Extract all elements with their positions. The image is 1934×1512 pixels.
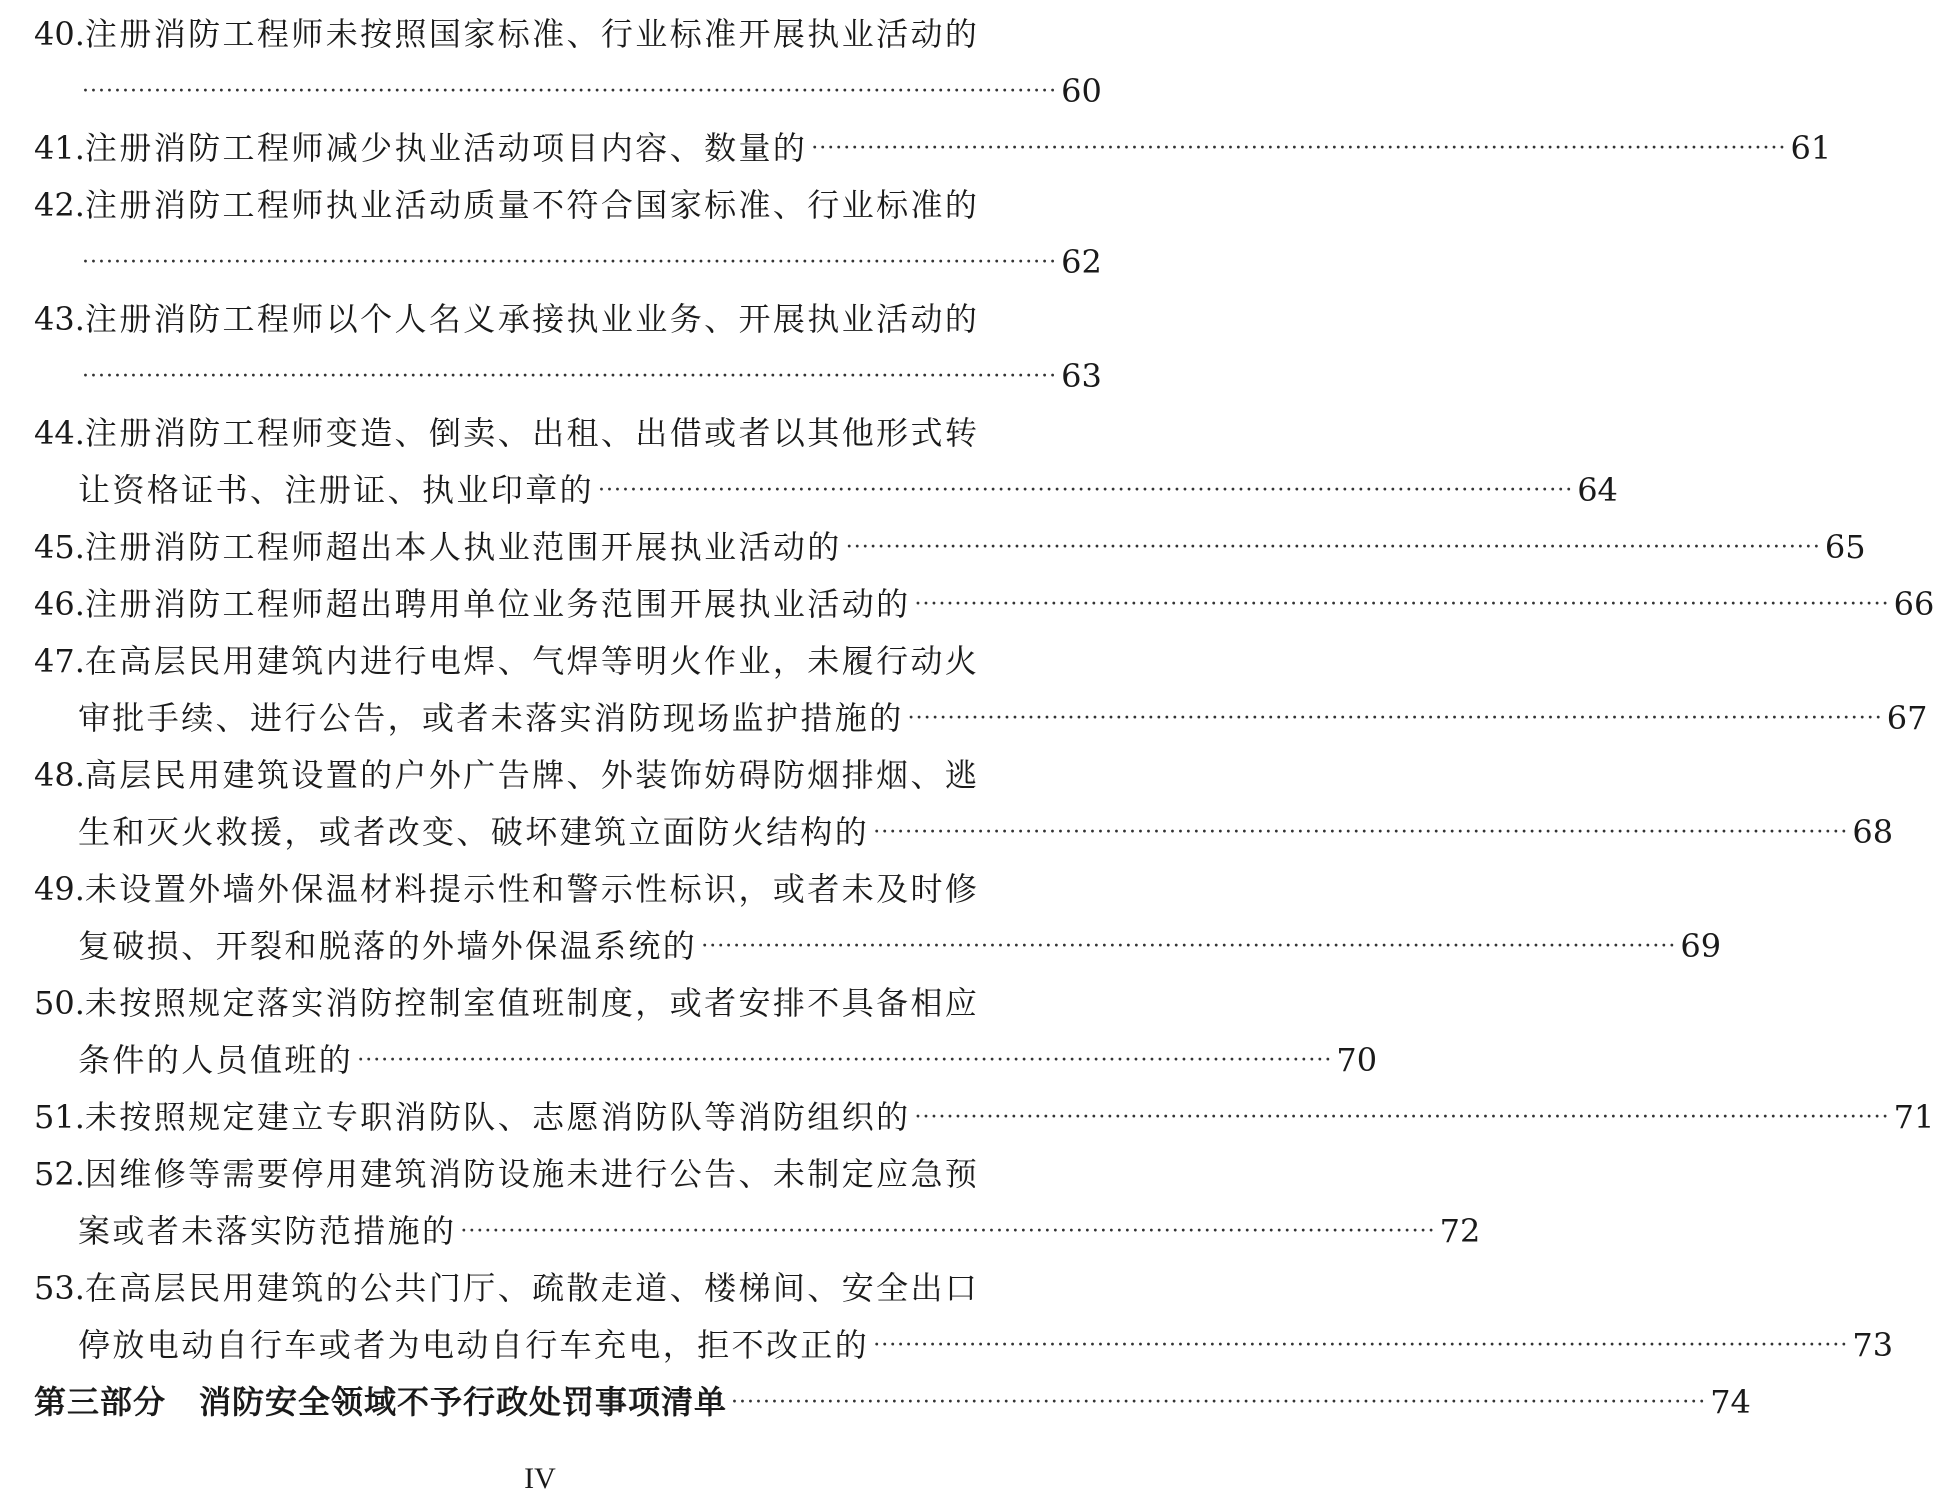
toc-entry-line (34, 120, 1832, 177)
toc-page-number: 73 (1852, 1326, 1894, 1364)
toc-entry-number: 50. (34, 984, 85, 1022)
toc-page-number: 72 (1439, 1212, 1481, 1250)
toc-page-number: 69 (1680, 927, 1722, 965)
toc-entry-line (34, 690, 1928, 747)
toc-entry-title: 审批手续、进行公告，或者未落实消防现场监护措施的 (78, 699, 904, 737)
table-of-contents (34, 6, 1934, 1431)
dot-leader (82, 348, 1057, 405)
toc-entry-line (34, 63, 1102, 120)
toc-page-number: 74 (1710, 1383, 1751, 1421)
toc-entry-title: 注册消防工程师未按照国家标准、行业标准开展执业活动的 (84, 15, 980, 53)
toc-entry-line (34, 1146, 996, 1203)
toc-entry-line (34, 975, 996, 1032)
toc-page-number: 65 (1824, 528, 1866, 566)
dot-leader (873, 1317, 1848, 1374)
toc-entry-line (34, 633, 996, 690)
toc-entry-title: 未按照规定建立专职消防队、志愿消防队等消防组织的 (84, 1098, 911, 1136)
toc-entry-title: 注册消防工程师减少执业活动项目内容、数量的 (84, 129, 808, 167)
dot-leader (357, 1032, 1332, 1089)
toc-entry-line (34, 234, 1102, 291)
toc-entry-line (34, 918, 1722, 975)
dot-leader (915, 1089, 1890, 1146)
toc-entry-title: 在高层民用建筑的公共门厅、疏散走道、楼梯间、安全出口 (84, 1269, 980, 1307)
toc-page-number: 62 (1061, 243, 1102, 281)
toc-entry-number: 40. (34, 15, 85, 53)
toc-page-number: 67 (1886, 699, 1928, 737)
toc-entry-title: 未设置外墙外保温材料提示性和警示性标识，或者未及时修 (84, 870, 980, 908)
dot-leader (915, 576, 1890, 633)
toc-entry-number: 44. (34, 414, 85, 452)
toc-entry-line (34, 291, 996, 348)
toc-entry-title: 注册消防工程师超出聘用单位业务范围开展执业活动的 (84, 585, 911, 623)
toc-part-heading (34, 1374, 1751, 1431)
toc-entry-line (34, 861, 996, 918)
toc-entry-number: 53. (34, 1269, 85, 1307)
toc-entry-line (34, 1032, 1378, 1089)
toc-entry-line (34, 576, 1934, 633)
toc-entry-line (34, 747, 996, 804)
dot-leader (908, 690, 1883, 747)
toc-entry-title: 复破损、开裂和脱落的外墙外保温系统的 (78, 927, 698, 965)
toc-entry-line (34, 804, 1894, 861)
toc-page-number: 66 (1893, 585, 1934, 623)
toc-entry-title: 注册消防工程师执业活动质量不符合国家标准、行业标准的 (84, 186, 980, 224)
toc-entry-number: 48. (34, 756, 85, 794)
toc-entry-title: 注册消防工程师变造、倒卖、出租、出借或者以其他形式转 (84, 414, 980, 452)
toc-entry-line (34, 1203, 1481, 1260)
toc-page-number: 70 (1336, 1041, 1378, 1079)
page-number: IV (524, 1462, 556, 1495)
toc-page-number: 68 (1852, 813, 1894, 851)
toc-entry-line (34, 462, 1618, 519)
toc-entry-number: 47. (34, 642, 85, 680)
dot-leader (82, 234, 1057, 291)
toc-entry-line (34, 348, 1102, 405)
dot-leader (846, 519, 1821, 576)
toc-page-number: 64 (1577, 471, 1618, 509)
dot-leader (82, 63, 1057, 120)
toc-entry-line (34, 1317, 1894, 1374)
dot-leader (701, 918, 1676, 975)
dot-leader (460, 1203, 1435, 1260)
toc-entry-line (34, 1089, 1934, 1146)
dot-leader (873, 804, 1848, 861)
toc-entry-line (34, 519, 1866, 576)
toc-entry-title: 让资格证书、注册证、执业印章的 (78, 471, 595, 509)
part-heading-title: 第三部分 消防安全领域不予行政处罚事项清单 (34, 1383, 728, 1421)
toc-page-number: 60 (1061, 72, 1102, 110)
toc-entry-number: 51. (34, 1098, 85, 1136)
toc-entry-number: 46. (34, 585, 85, 623)
toc-entry-line (34, 405, 996, 462)
toc-page-number: 71 (1893, 1098, 1934, 1136)
toc-entry-title: 生和灭火救援，或者改变、破坏建筑立面防火结构的 (78, 813, 870, 851)
toc-entry-title: 注册消防工程师超出本人执业范围开展执业活动的 (84, 528, 842, 566)
toc-page-number: 63 (1061, 357, 1102, 395)
dot-leader (731, 1374, 1706, 1431)
toc-entry-number: 43. (34, 300, 85, 338)
toc-entry-line (34, 177, 996, 234)
toc-entry-number: 49. (34, 870, 85, 908)
toc-entry-title: 在高层民用建筑内进行电焊、气焊等明火作业，未履行动火 (84, 642, 980, 680)
toc-entry-title: 未按照规定落实消防控制室值班制度，或者安排不具备相应 (84, 984, 980, 1022)
toc-entry-number: 41. (34, 129, 85, 167)
toc-entry-title: 因维修等需要停用建筑消防设施未进行公告、未制定应急预 (84, 1155, 980, 1193)
toc-entry-number: 42. (34, 186, 85, 224)
toc-entry-number: 45. (34, 528, 85, 566)
toc-entry-title: 案或者未落实防范措施的 (78, 1212, 457, 1250)
toc-entry-title: 停放电动自行车或者为电动自行车充电，拒不改正的 (78, 1326, 870, 1364)
toc-entry-line (34, 6, 996, 63)
dot-leader (811, 120, 1786, 177)
toc-entry-number: 52. (34, 1155, 85, 1193)
toc-page-number: 61 (1790, 129, 1832, 167)
dot-leader (598, 462, 1573, 519)
toc-entry-line (34, 1260, 996, 1317)
toc-entry-title: 注册消防工程师以个人名义承接执业业务、开展执业活动的 (84, 300, 980, 338)
toc-entry-title: 高层民用建筑设置的户外广告牌、外装饰妨碍防烟排烟、逃 (84, 756, 980, 794)
toc-entry-title: 条件的人员值班的 (78, 1041, 354, 1079)
